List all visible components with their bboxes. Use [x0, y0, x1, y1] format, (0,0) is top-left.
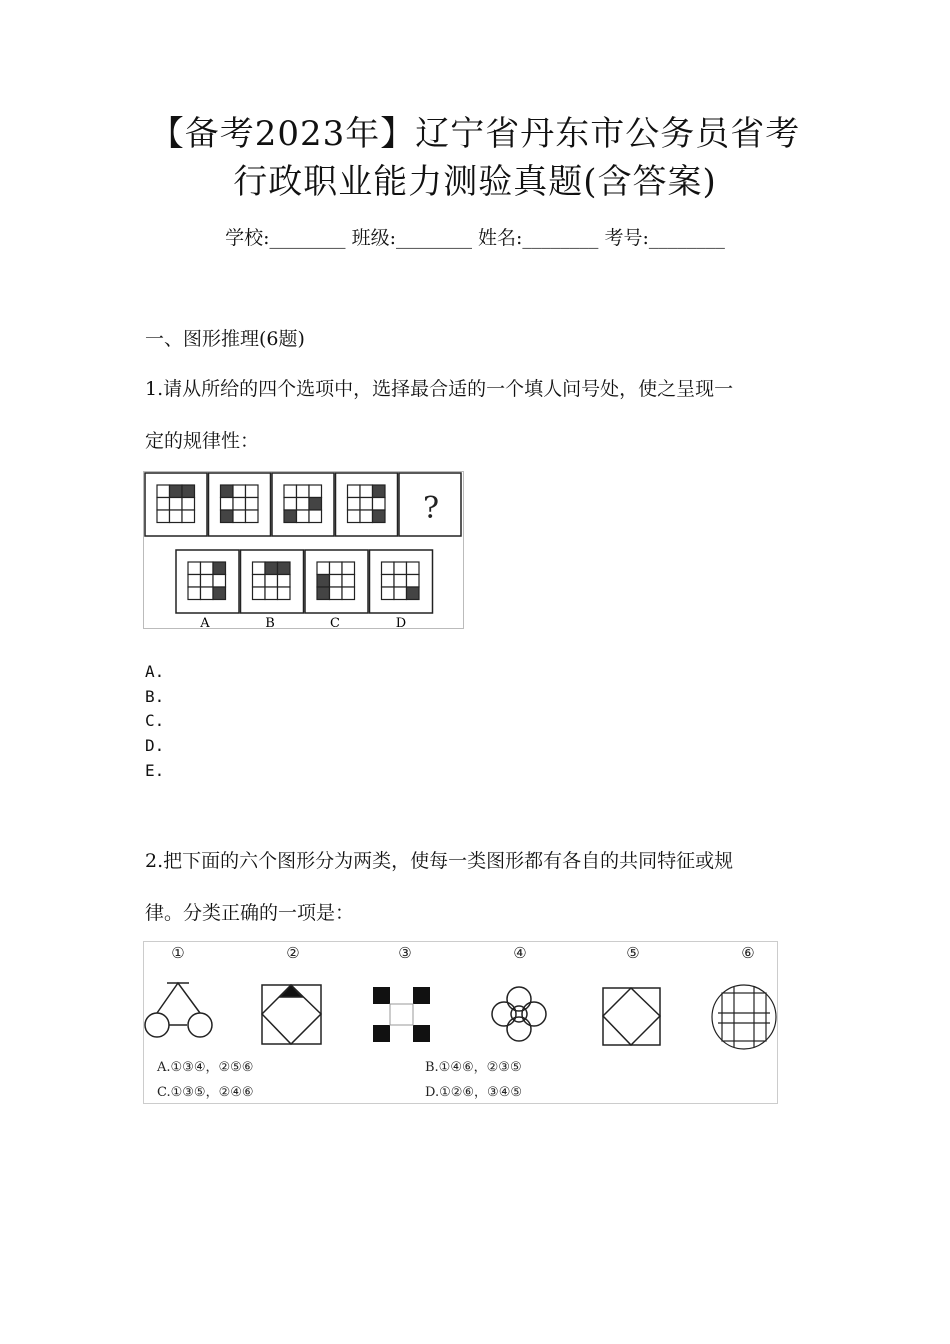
- figure-number-3: ③: [398, 944, 412, 962]
- sequence-grid-1: [157, 485, 195, 523]
- figure-number-6: ⑥: [741, 944, 755, 962]
- figure-option-c: C.①③⑤，②④⑥: [157, 1085, 254, 1100]
- choice-e[interactable]: E.: [145, 761, 165, 780]
- question-2-text-line-2: 律。分类正确的一项是：: [145, 902, 355, 924]
- document-title-line-1: 【备考2023年】辽宁省丹东市公务员省考: [149, 114, 801, 154]
- option-grid-1: [188, 562, 226, 600]
- sequence-grid-3: [284, 485, 322, 523]
- section-heading: 一、图形推理(6题): [145, 328, 305, 350]
- choice-a[interactable]: A.: [145, 662, 165, 681]
- question-mark: ?: [422, 491, 440, 526]
- option-label-c: C: [330, 616, 340, 629]
- choice-b[interactable]: B.: [145, 687, 165, 706]
- option-grid-3: [317, 562, 355, 600]
- sequence-row: [145, 473, 461, 536]
- option-label-b: B: [265, 616, 275, 629]
- option-grid-2: [253, 562, 291, 600]
- figure-option-d: D.①②⑥，③④⑤: [425, 1085, 523, 1100]
- options-row: [176, 550, 433, 613]
- option-grid-4: [382, 562, 420, 600]
- figure-number-5: ⑤: [626, 944, 640, 962]
- option-label-d: D: [395, 616, 407, 629]
- sequence-grid-2: [221, 485, 259, 523]
- question-1-text-line-2: 定的规律性：: [145, 430, 260, 452]
- option-label-a: A: [200, 616, 210, 629]
- figure-option-b: B.①④⑥，②③⑤: [425, 1060, 522, 1075]
- figure-number-4: ④: [513, 944, 527, 962]
- choice-d[interactable]: D.: [145, 736, 165, 755]
- student-info-line: 学校:________ 班级:________ 姓名:________ 考号:________: [225, 227, 725, 249]
- figure-option-a: A.①③④，②⑤⑥: [157, 1060, 254, 1075]
- question-2-figure: [143, 941, 778, 1104]
- question-1-text-line-1: 1.请从所给的四个选项中，选择最合适的一个填人问号处，使之呈现一: [145, 378, 734, 400]
- figure-number-1: ①: [171, 944, 185, 962]
- document-title-line-2: 行政职业能力测验真题(含答案): [233, 162, 717, 202]
- choice-c[interactable]: C.: [145, 711, 165, 730]
- sequence-grid-4: [348, 485, 386, 523]
- question-1-figure: [143, 471, 464, 629]
- figure-number-2: ②: [286, 944, 300, 962]
- question-2-text-line-1: 2.把下面的六个图形分为两类，使每一类图形都有各自的共同特征或规: [145, 850, 734, 872]
